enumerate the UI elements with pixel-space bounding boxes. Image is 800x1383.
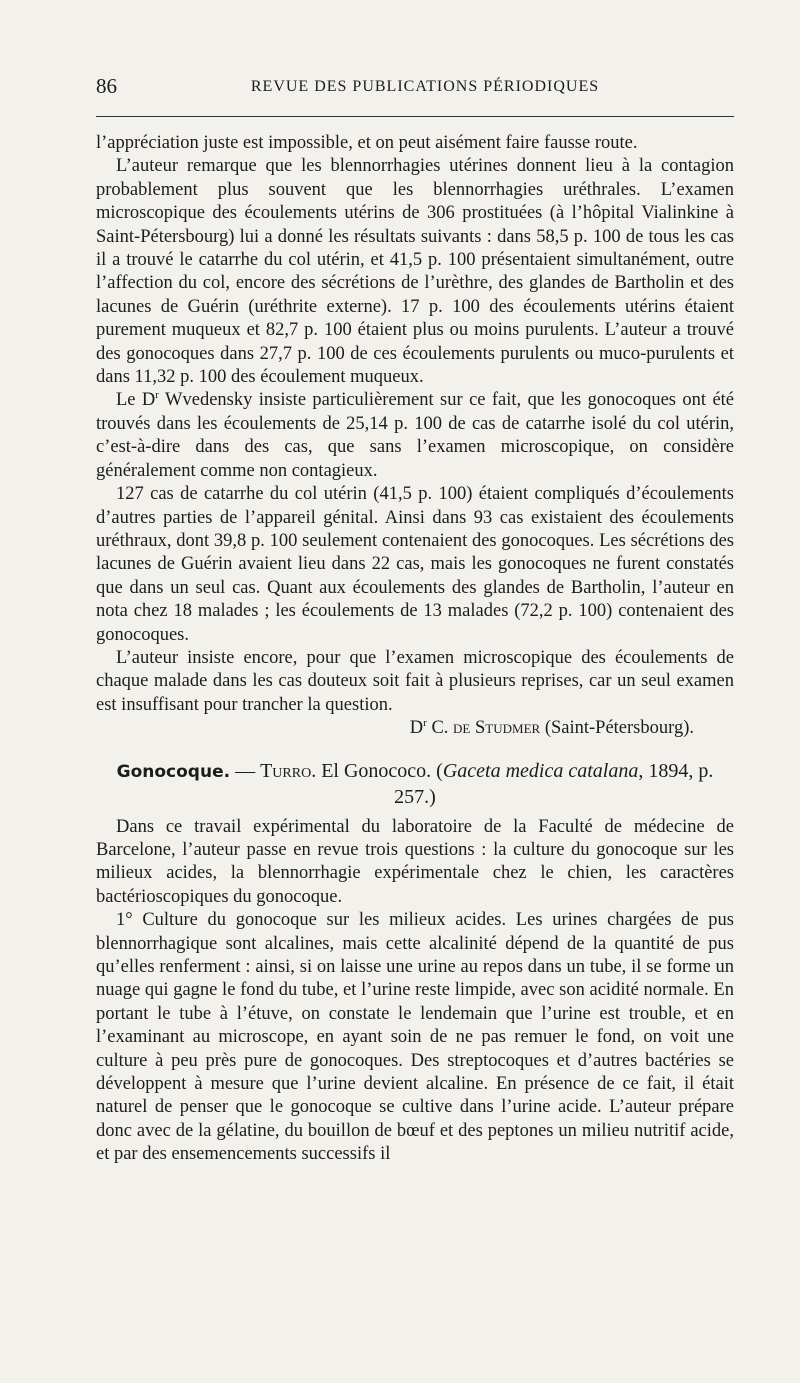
section-journal: Gaceta medica catalana <box>442 759 639 782</box>
signature <box>96 717 734 740</box>
paragraph-3 <box>96 389 734 483</box>
section-citation: , 1894, p. 257.) <box>394 759 714 808</box>
signature-sup: r <box>423 717 427 729</box>
paragraph-3-text: Wvedensky insiste particulièrement sur ce fait, que les gonocoques ont été trouvés dans les écoulements de 25,14 p. 100 de cas de catarrhe isolé du col utérin, c’est-à-dire dans des cas, que sans l’examen microscopique, on considère généralement comme non contagieux. <box>96 390 735 481</box>
paragraph-6: Dans ce travail expérimental du laboratoire de la Faculté de médecine de Barcelone, l’auteur passe en revue trois questions : la culture du gonocoque sur les milieux acides, la blennorrhagie expérimentale chez le chien, les caractères bactérioscopiques du gonocoque. <box>96 816 734 907</box>
doctor-sup: r <box>155 389 159 402</box>
page-number: 86 <box>96 74 117 98</box>
doctor-abbrev: Le D <box>116 390 156 411</box>
running-title: REVUE DES PUBLICATIONS PÉRIODIQUES <box>250 78 600 95</box>
page-header <box>96 74 734 104</box>
section-heading <box>96 759 734 810</box>
signature-prefix: D <box>409 718 424 739</box>
paragraph-5: L’auteur insiste encore, pour que l’examen microscopique des écoulements de chaque malade dans les cas douteux soit fait à plusieurs reprises, car un seul examen est insuffisant pour trancher la question. <box>96 647 734 715</box>
section-author: Turro. <box>260 759 317 782</box>
page-body <box>96 132 734 1167</box>
paragraph-2: L’auteur remarque que les blennorrhagies utérines donnent lieu à la contagion probablement plus souvent que les blennorrhagies uréthrales. L’examen microscopique des écoulements utérins de 306 prostituées (à l’hôpital Vialinkine à Saint-Pétersbourg) lui a donné les résultats suivants : dans 58,5 p. 100 de tous les cas il a trouvé le catarrhe du col utérin, et 41,5 p. 100 présentaient simultanément, outre l’affection du col, encore des sécrétions de l’urèthre, des glandes de Bartholin et des lacunes de Guérin (uréthrite externe). 17 p. 100 des écoulements utérins étaient purement muqueux et 82,7 p. 100 étaient plus ou moins purulents. L’auteur a trouvé des gonocoques dans 27,7 p. 100 de ces écoulements purulents ou muco-purulents et dans 11,32 p. 100 des écoulement muqueux. <box>96 156 734 388</box>
signature-place: (Saint-Pétersbourg). <box>540 718 694 739</box>
signature-initial: C. <box>426 718 454 739</box>
header-rule <box>96 116 734 117</box>
section-work: El Gonococo. ( <box>316 759 443 782</box>
paragraph-1: l’appréciation juste est impossible, et on peut aisément faire fausse route. <box>96 133 638 153</box>
paragraph-4: 127 cas de catarrhe du col utérin (41,5 p. 100) étaient compliqués d’écoulements d’autres parties de l’appareil génital. Ainsi dans 93 cas existaient des écoulements uréthraux, dont 39,8 p. 100 seulement contenaient des gonocoques. Les sécrétions des lacunes de Guérin avaient lieu dans 22 cas, mais les gonocoques ne furent constatés que dans un seul cas. Quant aux écoulements des glandes de Bartholin, l’auteur en nota chez 18 malades ; les écoulements de 13 malades (72,2 p. 100) contenaient des gonocoques. <box>96 484 734 645</box>
signature-name: de Studmer <box>453 718 541 739</box>
paragraph-7: 1° Culture du gonocoque sur les milieux acides. Les urines chargées de pus blennorrhagique sont alcalines, mais cette alcalinité dépend de la quantité de pus qu’elles renferment : ainsi, si on laisse une urine au repos dans un tube, il se forme un nuage qui gagne le fond du tube, et l’urine reste limpide, avec son acidité normale. En portant le tube à l’étuve, on constate le lendemain que l’urine est trouble, et en l’examinant au microscope, en ayant soin de ne pas remuer le fond, on voit une culture à peu près pure de gonocoques. Des streptocoques et d’autres bactéries se développent à mesure que l’urine devient alcaline. En présence de ce fait, il était naturel de penser que le gonocoque se cultive dans l’urine acide. L’auteur prépare donc avec de la gélatine, du bouillon de bœuf et des peptones un milieu nutritif acide, et par des ensemencements successifs il <box>96 910 734 1165</box>
section-title: Gonocoque. <box>116 761 231 782</box>
section-dash: — <box>230 759 261 782</box>
